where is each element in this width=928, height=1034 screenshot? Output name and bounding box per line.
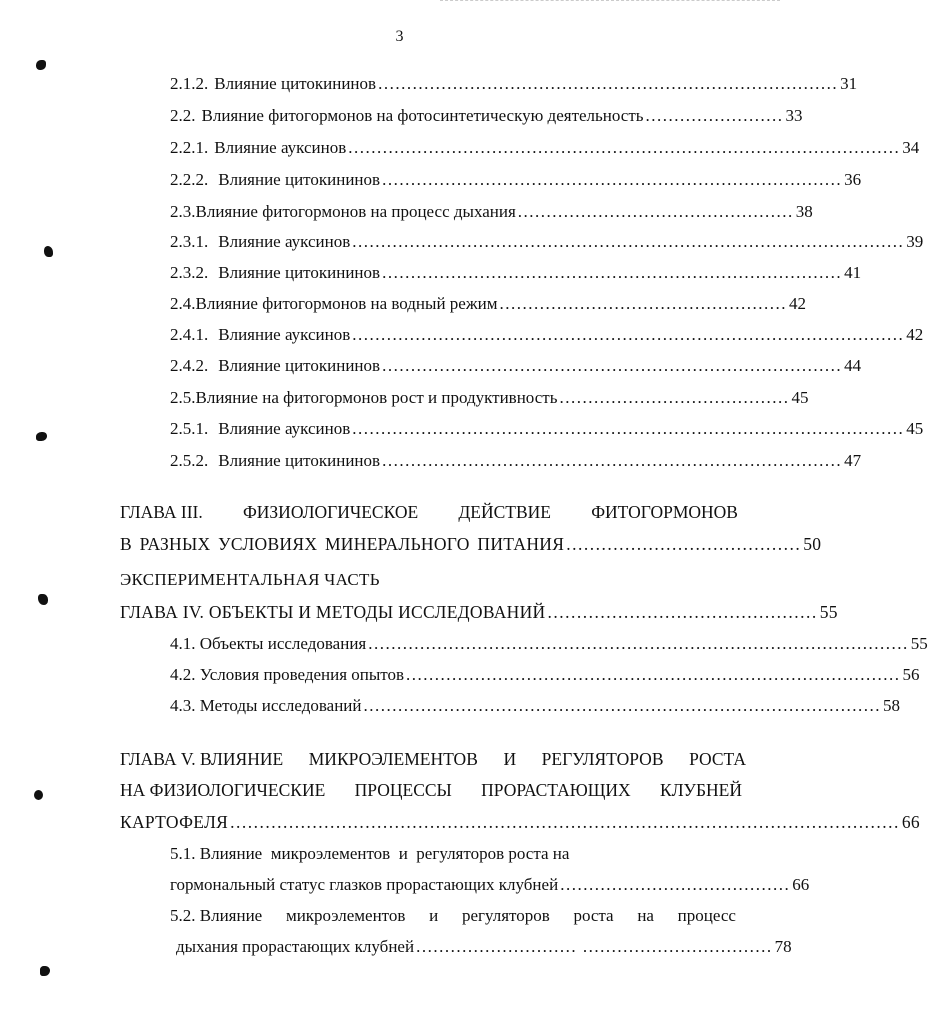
chapter5-word: И [503, 749, 517, 769]
toc-entry-page: 47 [844, 451, 862, 470]
toc-entry-title: 4.2. Условия проведения опытов [170, 665, 405, 684]
toc-entry-number: 2.1.2. [170, 74, 209, 93]
toc-entry-word: 5.2. Влияние [170, 906, 263, 925]
toc-entry-page: 58 [883, 696, 901, 715]
scan-mark [40, 966, 50, 976]
toc-entry [170, 663, 920, 687]
toc-entry-5-2-line1 [170, 904, 736, 928]
chapter5-word: ГЛАВА V. ВЛИЯНИЕ [120, 749, 284, 769]
toc-entry-5-1-line2 [170, 873, 810, 897]
toc-leader-dots: ............................ ................................. [416, 937, 773, 956]
chapter5-heading-line2 [120, 778, 742, 802]
chapter5-heading-line1 [120, 747, 746, 771]
toc-entry-title: Влияние на фитогормонов рост и продуктивность [195, 388, 558, 407]
toc-entry-page: 55 [910, 634, 928, 653]
toc-entry-title: Влияние ауксинов [214, 138, 347, 157]
toc-leader-dots: ........................................ [559, 388, 790, 407]
toc-entry-number: 2.3.2. [170, 263, 209, 282]
toc-entry-page: 42 [906, 325, 924, 344]
toc-leader-dots: ................................................................................................ [352, 232, 905, 251]
experimental-part-heading: ЭКСПЕРИМЕНТАЛЬНАЯ ЧАСТЬ [120, 570, 380, 589]
toc-entry-number: 2.2.1. [170, 138, 209, 157]
chapter4-page: 55 [819, 602, 838, 622]
chapter3-word: ФИЗИОЛОГИЧЕСКОЕ [242, 502, 419, 522]
toc-entry-word: регуляторов [461, 906, 550, 925]
toc-leader-dots: ................................................................................ [382, 263, 843, 282]
toc-entry [170, 261, 862, 285]
toc-entry-title: Влияние ауксинов [218, 419, 351, 438]
toc-entry-page: 41 [844, 263, 862, 282]
chapter5-word: КЛУБНЕЙ [660, 780, 742, 800]
toc-entry [170, 200, 813, 224]
toc-entry-number: 2.2. [170, 106, 196, 125]
toc-entry-page: 36 [844, 170, 862, 189]
toc-leader-dots: ................................................................................ [382, 356, 843, 375]
toc-entry-page: 45 [906, 419, 924, 438]
chapter5-word: ПРОЦЕССЫ [354, 780, 452, 800]
toc-entry-number: 2.4. [170, 294, 196, 313]
toc-leader-dots: ........................ [645, 106, 784, 125]
toc-entry [170, 632, 928, 656]
scan-mark [34, 790, 43, 800]
chapter5-word: РЕГУЛЯТОРОВ [541, 749, 664, 769]
toc-entry-page: 38 [795, 202, 813, 221]
toc-entry-title: Влияние фитогормонов на водный режим [195, 294, 498, 313]
scan-mark [44, 246, 53, 257]
toc-entry-page: 45 [791, 388, 809, 407]
chapter4-title: ГЛАВА IV. ОБЪЕКТЫ И МЕТОДЫ ИССЛЕДОВАНИЙ [120, 602, 546, 622]
toc-entry-word: и [429, 906, 439, 925]
toc-entry-title: Влияние фитогормонов на процесс дыхания [195, 202, 516, 221]
toc-entry-5-2-line2 [176, 935, 792, 959]
scan-mark [36, 60, 46, 70]
toc-entry [170, 323, 924, 347]
toc-entry-title: 4.1. Объекты исследования [170, 634, 367, 653]
toc-entry [170, 230, 924, 254]
chapter3-word: ФИТОГОРМОНОВ [591, 502, 738, 522]
toc-entry-title: Влияние цитокининов [214, 74, 377, 93]
chapter5-word: НА ФИЗИОЛОГИЧЕСКИЕ [120, 780, 326, 800]
toc-leader-dots: .......................................................................................... [363, 696, 882, 715]
chapter3-word: ГЛАВА III. [120, 502, 203, 522]
toc-entry-title: Влияние цитокининов [218, 451, 381, 470]
chapter3-page: 50 [803, 534, 822, 554]
toc-entry-title: Влияние ауксинов [218, 232, 351, 251]
toc-entry-page: 56 [902, 665, 920, 684]
toc-leader-dots: ...................................................................................... [406, 665, 901, 684]
toc-entry-number: 2.2.2. [170, 170, 209, 189]
chapter5-word: РОСТА [689, 749, 746, 769]
toc-leader-dots: ................................................................................................ [352, 419, 905, 438]
chapter3-heading-line2 [120, 532, 822, 556]
toc-entry-page: 44 [844, 356, 862, 375]
toc-leader-dots: .................................................. [499, 294, 787, 313]
toc-entry-number: 2.3.1. [170, 232, 209, 251]
toc-leader-dots: ........................................ [566, 534, 802, 554]
toc-entry-number: 2.3. [170, 202, 196, 221]
chapter3-title: В РАЗНЫХ УСЛОВИЯХ МИНЕРАЛЬНОГО ПИТАНИЯ [120, 534, 565, 554]
toc-entry-page: 31 [840, 74, 858, 93]
toc-entry-page: 39 [906, 232, 924, 251]
toc-entry [170, 449, 862, 473]
toc-entry-title: Влияние цитокининов [218, 263, 381, 282]
chapter5-title-end: КАРТОФЕЛЯ [120, 812, 229, 832]
toc-leader-dots: .............................................................................................. [368, 634, 909, 653]
toc-entry [170, 72, 858, 96]
chapter5-page: 66 [901, 812, 920, 832]
toc-leader-dots: ................................................................................ [382, 170, 843, 189]
toc-entry-word: процесс [677, 906, 736, 925]
chapter5-word: МИКРОЭЛЕМЕНТОВ [308, 749, 478, 769]
chapter3-word: ДЕЙСТВИЕ [458, 502, 551, 522]
toc-entry-word: микроэлементов [285, 906, 406, 925]
toc-entry-title: Влияние цитокининов [218, 356, 381, 375]
toc-entry-title: Влияние фитогормонов на фотосинтетическую деятельность [201, 106, 644, 125]
toc-entry [170, 136, 920, 160]
toc-leader-dots: ................................................................................ [378, 74, 839, 93]
toc-leader-dots: ........................................ [560, 875, 791, 894]
toc-entry [170, 386, 809, 410]
toc-leader-dots: .............................................. [547, 602, 818, 622]
toc-entry-title: дыхания прорастающих клубней [176, 937, 415, 956]
chapter5-heading-line3 [120, 810, 920, 834]
toc-leader-dots: .................................................................................................................. [230, 812, 900, 832]
toc-entry-5-1-line1: 5.1. Влияние микроэлементов и регуляторов роста на [170, 844, 570, 863]
toc-entry [170, 417, 924, 441]
chapter5-word: ПРОРАСТАЮЩИХ [481, 780, 631, 800]
page-number: 3 [395, 28, 404, 45]
toc-leader-dots: ................................................ [517, 202, 794, 221]
toc-entry [170, 104, 803, 128]
toc-entry-page: 34 [902, 138, 920, 157]
toc-entry-number: 2.5. [170, 388, 196, 407]
scan-mark [36, 432, 47, 441]
toc-entry-title: Влияние цитокининов [218, 170, 381, 189]
toc-entry-word: на [637, 906, 654, 925]
toc-entry-title: 4.3. Методы исследований [170, 696, 362, 715]
toc-entry-word: роста [573, 906, 614, 925]
chapter3-heading-line1 [120, 500, 738, 524]
chapter4-heading [120, 600, 838, 624]
toc-leader-dots: ................................................................................ [382, 451, 843, 470]
toc-entry [170, 292, 806, 316]
toc-entry-title: Влияние ауксинов [218, 325, 351, 344]
toc-entry-page: 78 [774, 937, 792, 956]
toc-entry-number: 2.5.2. [170, 451, 209, 470]
toc-entry-page: 66 [792, 875, 810, 894]
toc-leader-dots: ................................................................................................ [348, 138, 901, 157]
scan-mark [38, 594, 48, 605]
toc-entry-title: гормональный статус глазков прорастающих клубней [170, 875, 559, 894]
toc-entry-number: 2.4.1. [170, 325, 209, 344]
toc-entry-number: 2.5.1. [170, 419, 209, 438]
toc-entry [170, 694, 901, 718]
toc-entry-page: 42 [788, 294, 806, 313]
toc-entry-number: 2.4.2. [170, 356, 209, 375]
scan-edge-artifact [440, 0, 780, 4]
toc-entry [170, 354, 862, 378]
toc-entry [170, 168, 862, 192]
toc-leader-dots: ................................................................................................ [352, 325, 905, 344]
toc-entry-page: 33 [785, 106, 803, 125]
